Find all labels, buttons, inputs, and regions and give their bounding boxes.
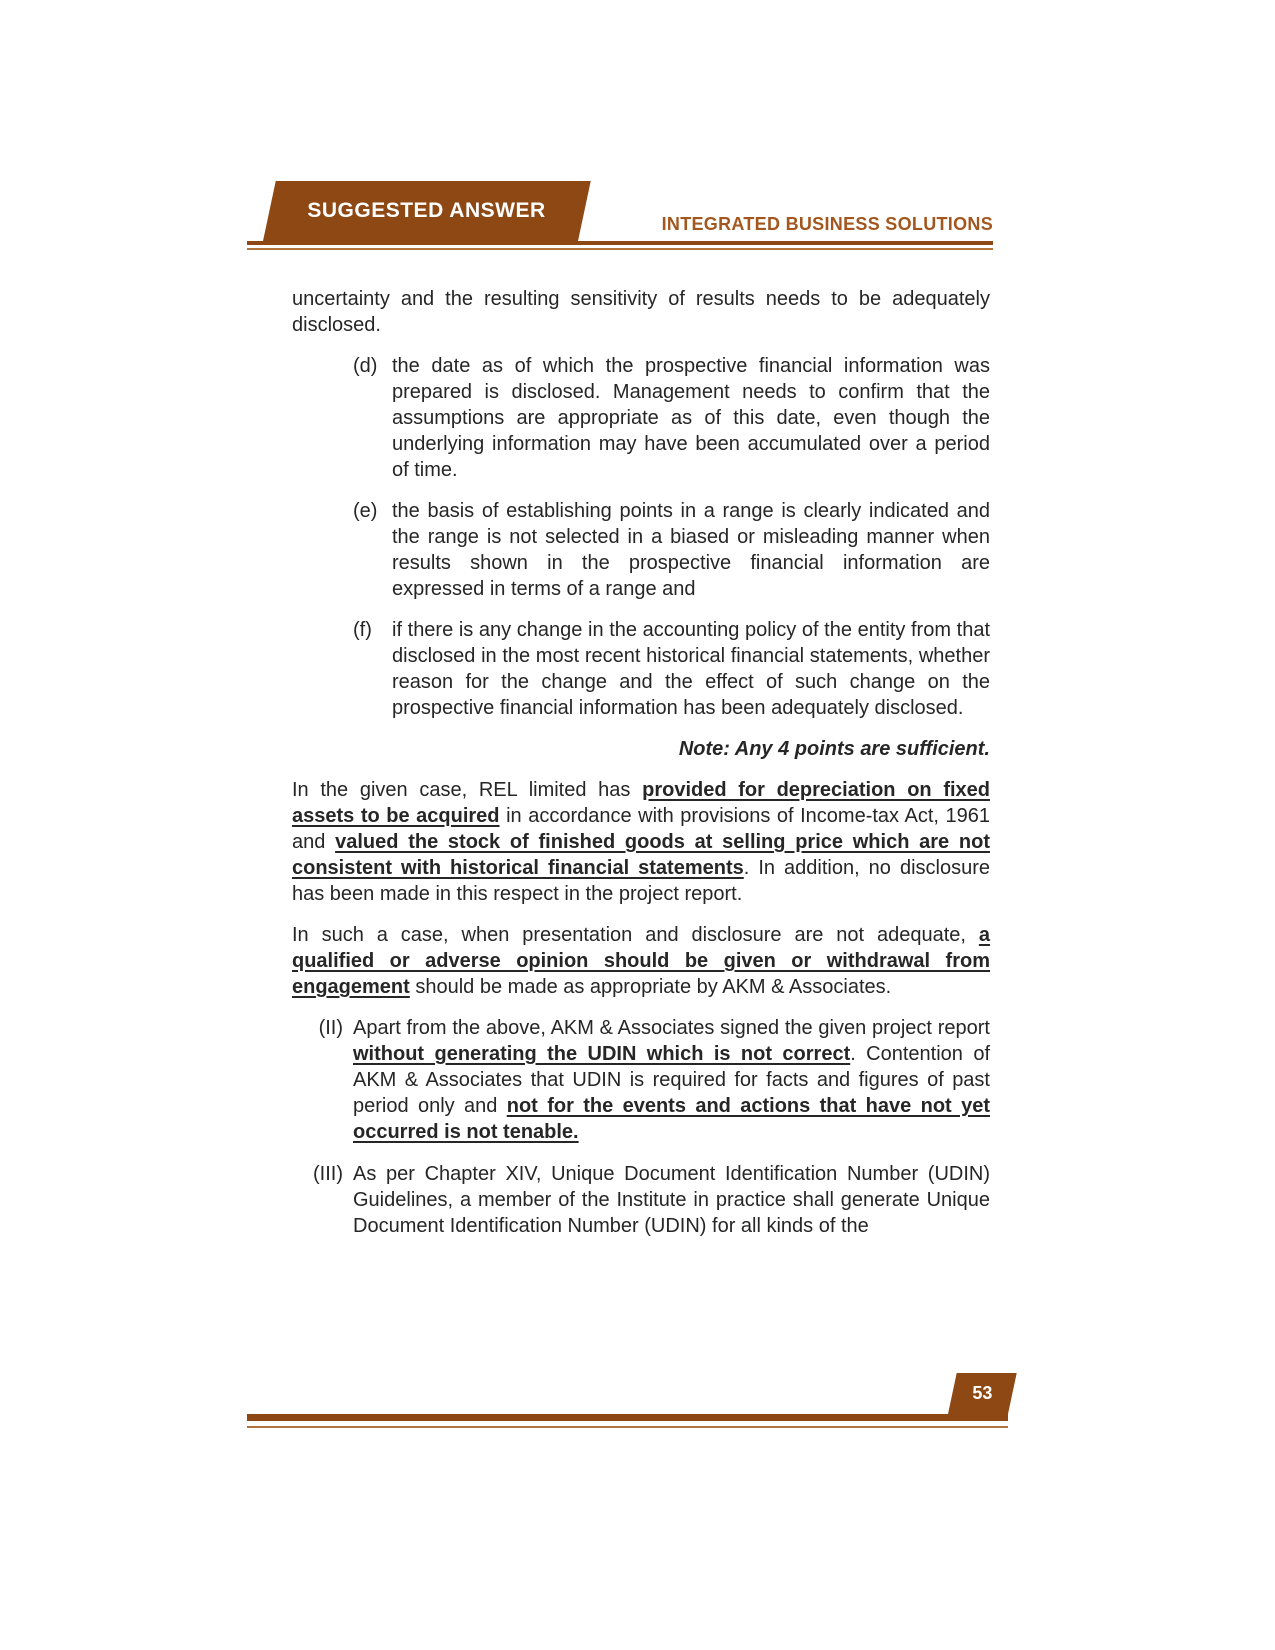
list-item-text (392, 353, 990, 483)
plain-text: In such a case, when presentation and disclosure are not adequate, (292, 924, 979, 946)
emphasized-text: a qualified or adverse opinion should be given or withdrawal from engagement (292, 924, 990, 998)
emphasized-text: without generating the UDIN which is not correct (353, 1043, 851, 1065)
roman-item-text (353, 1161, 990, 1239)
plain-text: . Contention of AKM & Associates that UDIN is required for facts and figures of past period only and (353, 1043, 990, 1117)
plain-text: in accordance with provisions of Income-tax Act, 1961 and (292, 805, 990, 853)
roman-item-ii (292, 1015, 990, 1145)
page-number: 53 (972, 1383, 993, 1403)
emphasized-text: provided for depreciation on fixed assets to be acquired (292, 779, 990, 827)
list-item-marker: (e) (353, 500, 378, 522)
roman-item-marker: (II) (318, 1017, 343, 1039)
plain-text: In the given case, REL limited has (292, 779, 643, 801)
list-item-d (292, 353, 990, 483)
plain-text: . In addition, no disclosure has been made in this respect in the project report. (292, 857, 990, 905)
list-item-e (292, 498, 990, 602)
sufficiency-note: Note: Any 4 points are sufficient. (678, 738, 990, 760)
suggested-answer-banner (263, 181, 591, 241)
suggested-answer-label: SUGGESTED ANSWER (307, 199, 547, 222)
roman-item-marker: (III) (313, 1163, 343, 1185)
list-item-marker: (f) (353, 619, 372, 641)
plain-text: the basis of establishing points in a range is clearly indicated and the range is not selected in a biased or misleading manner when results shown in the prospective financial information are expressed in terms of a range and (392, 500, 990, 600)
plain-text: should be made as appropriate by AKM & Associates. (409, 976, 892, 998)
document-body (292, 286, 990, 1255)
document-title: INTEGRATED BUSINESS SOLUTIONS (661, 214, 993, 234)
plain-text: the date as of which the prospective financial information was prepared is disclosed. Management needs to confirm that the assumptions are appropriate as of this date, even though the underlying information may have been accumulated over a period of time. (392, 355, 990, 481)
list-item-text (392, 617, 990, 721)
plain-text: As per Chapter XIV, Unique Document Identification Number (UDIN) Guidelines, a member of the Institute in practice shall generate Unique Document Identification Number (UDIN) for all kinds of the (353, 1163, 990, 1237)
list-item-text (392, 498, 990, 602)
page-number-badge (948, 1373, 1017, 1414)
case-paragraph (292, 777, 990, 907)
header-rule-thick (247, 241, 993, 245)
plain-text: Apart from the above, AKM & Associates signed the given project report (353, 1017, 990, 1039)
header-rule-thin (247, 248, 993, 250)
footer-rule-thin (247, 1426, 1008, 1428)
emphasized-text: valued the stock of finished goods at selling price which are not consistent with historical financial statements (292, 831, 990, 879)
continuation-paragraph: uncertainty and the resulting sensitivity of results needs to be adequately disclosed. (292, 288, 990, 336)
list-item-marker: (d) (353, 355, 378, 377)
emphasized-text: not for the events and actions that have not yet occurred is not tenable. (353, 1095, 990, 1143)
plain-text: if there is any change in the accounting policy of the entity from that disclosed in the most recent historical financial statements, whether reason for the change and the effect of such change on the prospective financial information has been adequately disclosed. (392, 619, 990, 719)
footer-rule-thick (247, 1414, 1008, 1421)
opinion-paragraph (292, 922, 990, 1000)
roman-item-text (353, 1015, 990, 1145)
list-item-f (292, 617, 990, 721)
roman-item-iii (292, 1161, 990, 1239)
